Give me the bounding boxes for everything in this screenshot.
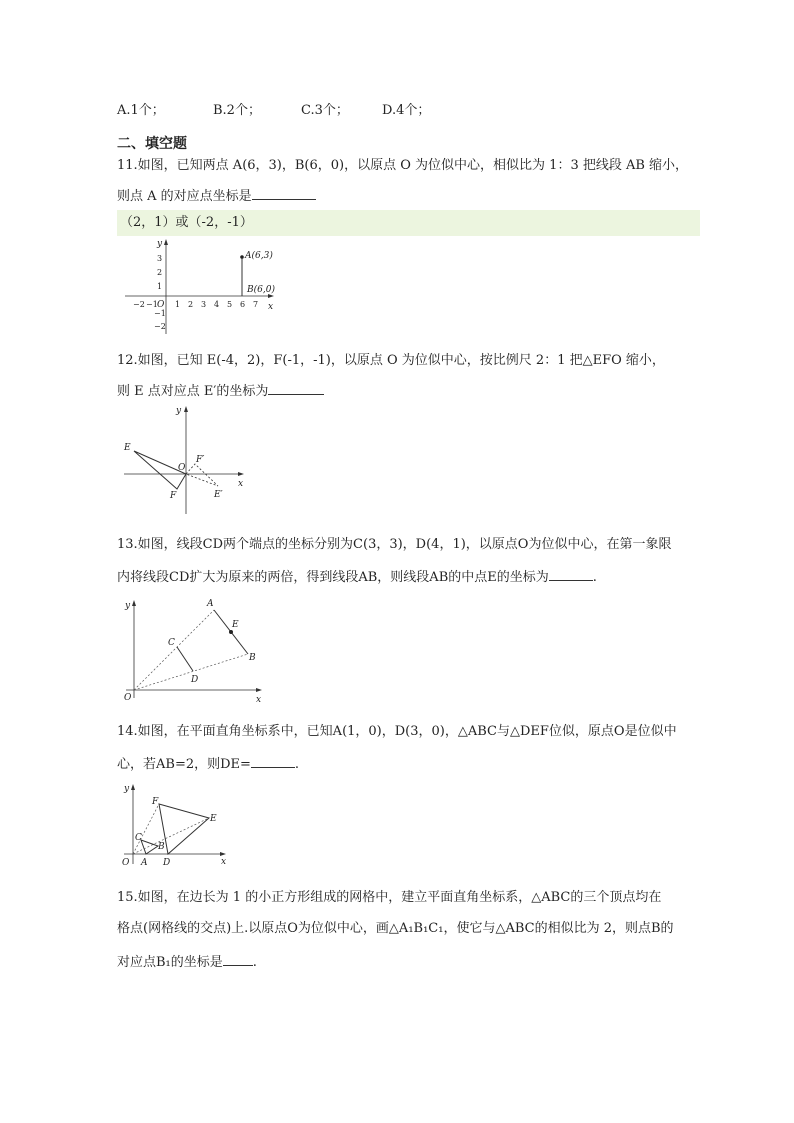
q11-origin-label: O <box>157 300 165 310</box>
q14-label-e: E <box>210 814 217 824</box>
q11-figure <box>120 236 280 338</box>
q12-answer-blank <box>268 380 324 395</box>
q13-label-o: O <box>124 693 132 703</box>
q11-y-arrow <box>164 239 168 245</box>
q15-line3-text: 对应点B₁的坐标是 <box>117 955 223 970</box>
option-d: D.4个； <box>382 103 431 118</box>
q14-triangle-abc <box>141 840 158 854</box>
q13-line1: 13.如图，线段CD两个端点的坐标分别为C(3，3)，D(4，1)，以原点O为位似中心，在第一象限 <box>117 537 672 552</box>
q11-ytick: 2 <box>157 268 163 277</box>
q15-line2: 格点(网格线的交点)上.以原点O为位似中心，画△A₁B₁C₁，使它与△ABC的相似比为 2，则点B的 <box>117 921 674 936</box>
q11-line2 <box>117 185 316 207</box>
q13-point-e <box>229 630 233 634</box>
q14-figure <box>118 780 233 870</box>
q14-label-c: C <box>135 833 142 843</box>
q13-label-a: A <box>207 599 214 609</box>
q11-answer: （2，1）或（-2，-1） <box>120 215 253 230</box>
q11-xtick: 4 <box>214 300 220 309</box>
q13-label-c: C <box>168 638 175 648</box>
q12-label-e: E <box>124 443 131 453</box>
q13-x-label: x <box>256 695 262 705</box>
q11-xtick: 7 <box>253 300 259 309</box>
q13-label-e: E <box>232 620 239 630</box>
q12-y-arrow <box>184 406 188 412</box>
q13-line2 <box>117 566 597 588</box>
q14-line1: 14.如图，在平面直角坐标系中，已知A(1，0)，D(3，0)，△ABC与△DEF位似，原点O是位似中 <box>117 724 677 739</box>
q14-label-b: B <box>158 842 165 852</box>
q14-label-o: O <box>122 858 130 868</box>
q11-xtick: 2 <box>188 300 194 309</box>
q15-line3 <box>117 951 257 973</box>
q13-line2-text: 内将线段CD扩大为原来的两倍，得到线段AB，则线段AB的中点E的坐标为 <box>117 570 549 585</box>
q14-label-a: A <box>141 858 148 868</box>
q12-x-label: x <box>238 479 244 489</box>
q13-ray-oa <box>134 610 214 690</box>
q12-triangle-image <box>186 464 218 486</box>
q14-y-arrow <box>131 784 135 790</box>
q11-ytick: 3 <box>157 254 163 263</box>
q14-ray-oe <box>133 818 209 854</box>
option-c: C.3个； <box>301 103 349 118</box>
option-b: B.2个； <box>213 103 261 118</box>
q13-y-arrow <box>132 600 136 606</box>
q11-answer-bar <box>117 210 700 236</box>
q11-label-b: B(6,0) <box>247 285 275 295</box>
q14-line2 <box>117 753 299 775</box>
q14-label-d: D <box>163 858 171 868</box>
q12-label-e-prime: E′ <box>214 490 223 500</box>
q12-line2 <box>117 380 324 402</box>
q13-line2-end: . <box>592 570 597 585</box>
q12-x-arrow <box>238 472 244 476</box>
q11-line1: 11.如图，已知两点 A(6，3)，B(6，0)，以原点 O 为位似中心，相似比为 1：3 把线段 AB 缩小， <box>117 158 689 173</box>
q14-y-label: y <box>124 784 130 794</box>
q11-xtick: 1 <box>175 300 181 309</box>
q13-segment-cd <box>177 647 193 671</box>
q11-ytick: −1 <box>154 309 166 318</box>
q15-line1: 15.如图，在边长为 1 的小正方形组成的网格中，建立平面直角坐标系，△ABC的三个顶点均在 <box>117 890 662 905</box>
q12-label-f: F <box>170 491 177 501</box>
q12-line1: 12.如图，已知 E(-4，2)，F(-1，-1)，以原点 O 为位似中心，按比例尺 2：1 把△EFO 缩小， <box>117 353 665 368</box>
q11-xtick: 5 <box>227 300 233 309</box>
q13-answer-blank <box>549 566 593 581</box>
q14-line2-end: . <box>294 757 300 772</box>
q11-ytick: −2 <box>154 322 166 331</box>
q13-label-d: D <box>191 675 199 685</box>
q15-line3-end: . <box>252 955 257 970</box>
q11-xtick: 6 <box>240 300 246 309</box>
q12-label-o: O <box>178 463 186 473</box>
q12-label-f-prime: F′ <box>196 455 205 465</box>
q11-ytick: 1 <box>157 282 163 291</box>
q11-x-label: x <box>268 302 274 312</box>
q14-ray-of <box>133 804 159 854</box>
q12-figure <box>118 402 253 517</box>
q14-label-f: F <box>152 797 159 807</box>
q11-y-label: y <box>157 239 163 249</box>
q12-line2-text: 则 E 点对应点 E′的坐标为 <box>117 384 269 399</box>
q13-label-b: B <box>249 653 256 663</box>
q12-y-label: y <box>176 406 182 416</box>
q11-answer-blank <box>252 185 316 200</box>
q14-triangle-def <box>159 804 209 854</box>
q15-answer-blank <box>223 951 253 966</box>
q11-label-a: A(6,3) <box>245 251 273 261</box>
option-a: A.1个； <box>117 103 165 118</box>
q14-x-label: x <box>221 857 227 867</box>
q11-xtick: −1 <box>146 300 158 309</box>
q11-line2-text: 则点 A 的对应点坐标是 <box>117 189 252 204</box>
q11-xtick: 3 <box>201 300 207 309</box>
q14-line2-text: 心，若AB=2，则DE= <box>117 757 251 772</box>
q14-x-arrow <box>220 852 226 856</box>
q13-figure <box>118 594 268 706</box>
q13-y-label: y <box>125 601 131 611</box>
section-title: 二、填空题 <box>117 136 187 152</box>
q14-answer-blank <box>251 753 295 768</box>
q11-xtick: −2 <box>133 300 145 309</box>
q13-x-arrow <box>256 688 262 692</box>
q11-point-a <box>240 255 244 259</box>
